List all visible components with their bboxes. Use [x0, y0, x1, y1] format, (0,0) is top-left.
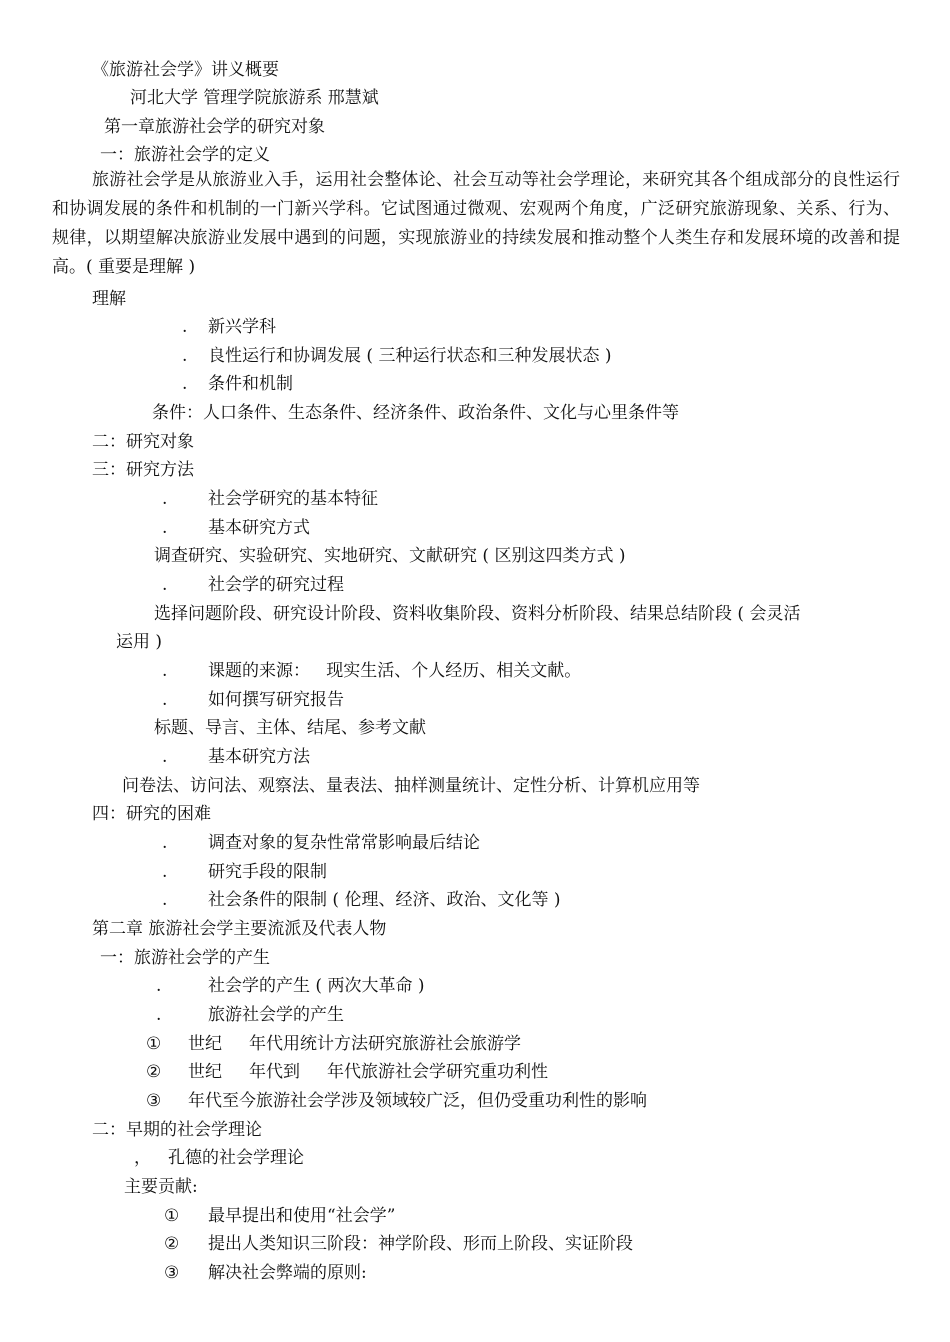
section-object-heading: 二：研究对象: [92, 432, 194, 452]
numbered-item-text: 世纪 年代到 年代旅游社会学研究重功利性: [188, 1062, 549, 1082]
circled-number: ①: [164, 1206, 180, 1226]
list-item: [162, 743, 310, 771]
circled-number: ①: [146, 1034, 162, 1054]
numbered-item-text: 提出人类知识三阶段：神学阶段、形而上阶段、实证阶段: [208, 1234, 633, 1254]
list-item: [182, 313, 276, 341]
chapter-1-heading: 第一章旅游社会学的研究对象: [104, 117, 325, 137]
numbered-item-text: 最早提出和使用“社会学”: [208, 1206, 396, 1226]
list-item: [162, 571, 344, 599]
numbered-item-text: 世纪 年代用统计方法研究旅游社会旅游学: [188, 1034, 522, 1054]
numbered-item: [146, 1030, 521, 1058]
list-item-text: 基本研究方式: [208, 518, 310, 538]
section-method-heading: 三：研究方法: [92, 460, 194, 480]
definition-paragraph: 旅游社会学是从旅游业入手，运用社会整体论、社会互动等社会学理论，来研究其各个组成部分的良性运行和协调发展的条件和机制的一门新兴学科。它试图通过微观、宏观两个角度，广泛研究旅游现象、关系、行为、规律，以期望解决旅游业发展中遇到的问题，实现旅游业的持续发展和推动整个人类生存和发展环境的改善和提高。( 重要是理解 ): [52, 170, 900, 277]
bullet-comma: ，: [134, 1148, 151, 1168]
bullet-dot: .: [162, 489, 168, 509]
list-item: [162, 686, 344, 714]
list-item-text: 调查对象的复杂性常常影响最后结论: [208, 833, 480, 853]
detail-text: 运用 ): [116, 632, 163, 652]
section-definition-heading: 一：旅游社会学的定义: [100, 145, 270, 165]
list-item: [156, 972, 424, 1000]
list-item-text: 研究手段的限制: [208, 862, 327, 882]
bullet-dot: .: [162, 661, 168, 681]
list-item: [162, 858, 327, 886]
list-item: [134, 1144, 304, 1172]
list-item: [182, 342, 611, 370]
detail-text: 调查研究、实验研究、实地研究、文献研究 ( 区别这四类方式 ): [154, 546, 626, 566]
circled-number: ③: [146, 1091, 162, 1111]
document-author: 河北大学 管理学院旅游系 邢慧斌: [130, 88, 379, 108]
detail-text: 选择问题阶段、研究设计阶段、资料收集阶段、资料分析阶段、结果总结阶段 ( 会灵活: [154, 604, 801, 624]
document-title: 《旅游社会学》讲义概要: [92, 60, 279, 80]
chapter-2-heading: 第二章 旅游社会学主要流派及代表人物: [92, 919, 387, 939]
bullet-dot: .: [156, 1005, 162, 1025]
understand-label: 理解: [92, 289, 126, 309]
list-item-text: 基本研究方法: [208, 747, 310, 767]
bullet-dot: .: [162, 862, 168, 882]
bullet-dot: .: [182, 317, 188, 337]
bullet-dot: .: [182, 374, 188, 394]
numbered-item: [164, 1202, 395, 1230]
contribution-label: 主要贡献:: [124, 1177, 198, 1197]
list-item-text: 旅游社会学的产生: [208, 1005, 344, 1025]
numbered-item: [164, 1230, 633, 1258]
numbered-item-text: 年代至今旅游社会学涉及领域较广泛，但仍受重功利性的影响: [188, 1091, 647, 1111]
bullet-dot: .: [162, 575, 168, 595]
list-item-text: 社会学的研究过程: [208, 575, 344, 595]
section-origin-heading: 一：旅游社会学的产生: [100, 948, 270, 968]
bullet-dot: .: [162, 518, 168, 538]
section-early-theory-heading: 二：早期的社会学理论: [92, 1120, 262, 1140]
bullet-dot: .: [156, 976, 162, 996]
section-difficulty-heading: 四：研究的困难: [92, 804, 211, 824]
list-item-text: 社会学的产生 ( 两次大革命 ): [208, 976, 425, 996]
numbered-item: [164, 1259, 367, 1287]
list-item-text: 孔德的社会学理论: [168, 1148, 304, 1168]
numbered-item-text: 解决社会弊端的原则:: [208, 1263, 367, 1283]
circled-number: ③: [164, 1263, 180, 1283]
bullet-dot: .: [162, 890, 168, 910]
list-item: [162, 829, 480, 857]
bullet-dot: .: [162, 690, 168, 710]
numbered-item: [146, 1058, 548, 1086]
list-item-text: 社会学研究的基本特征: [208, 489, 378, 509]
list-item-text: 课题的来源： 现实生活、个人经历、相关文献。: [208, 661, 582, 681]
detail-text: 标题、导言、主体、结尾、参考文献: [154, 718, 426, 738]
list-item-text: 新兴学科: [208, 317, 276, 337]
bullet-dot: .: [162, 747, 168, 767]
bullet-dot: .: [162, 833, 168, 853]
list-item-text: 条件和机制: [208, 374, 293, 394]
circled-number: ②: [146, 1062, 162, 1082]
list-item-text: 良性运行和协调发展 ( 三种运行状态和三种发展状态 ): [208, 346, 612, 366]
list-item-text: 社会条件的限制 ( 伦理、经济、政治、文化等 ): [208, 890, 561, 910]
numbered-item: [146, 1087, 647, 1115]
list-item: [162, 514, 310, 542]
list-item: [156, 1001, 344, 1029]
list-item-text: 如何撰写研究报告: [208, 690, 344, 710]
bullet-dot: .: [182, 346, 188, 366]
list-item: [162, 657, 581, 685]
list-item: [182, 370, 293, 398]
conditions-text: 条件：人口条件、生态条件、经济条件、政治条件、文化与心里条件等: [152, 403, 679, 423]
list-item: [162, 886, 560, 914]
detail-text: 问卷法、访问法、观察法、量表法、抽样测量统计、定性分析、计算机应用等: [122, 776, 700, 796]
circled-number: ②: [164, 1234, 180, 1254]
list-item: [162, 485, 378, 513]
